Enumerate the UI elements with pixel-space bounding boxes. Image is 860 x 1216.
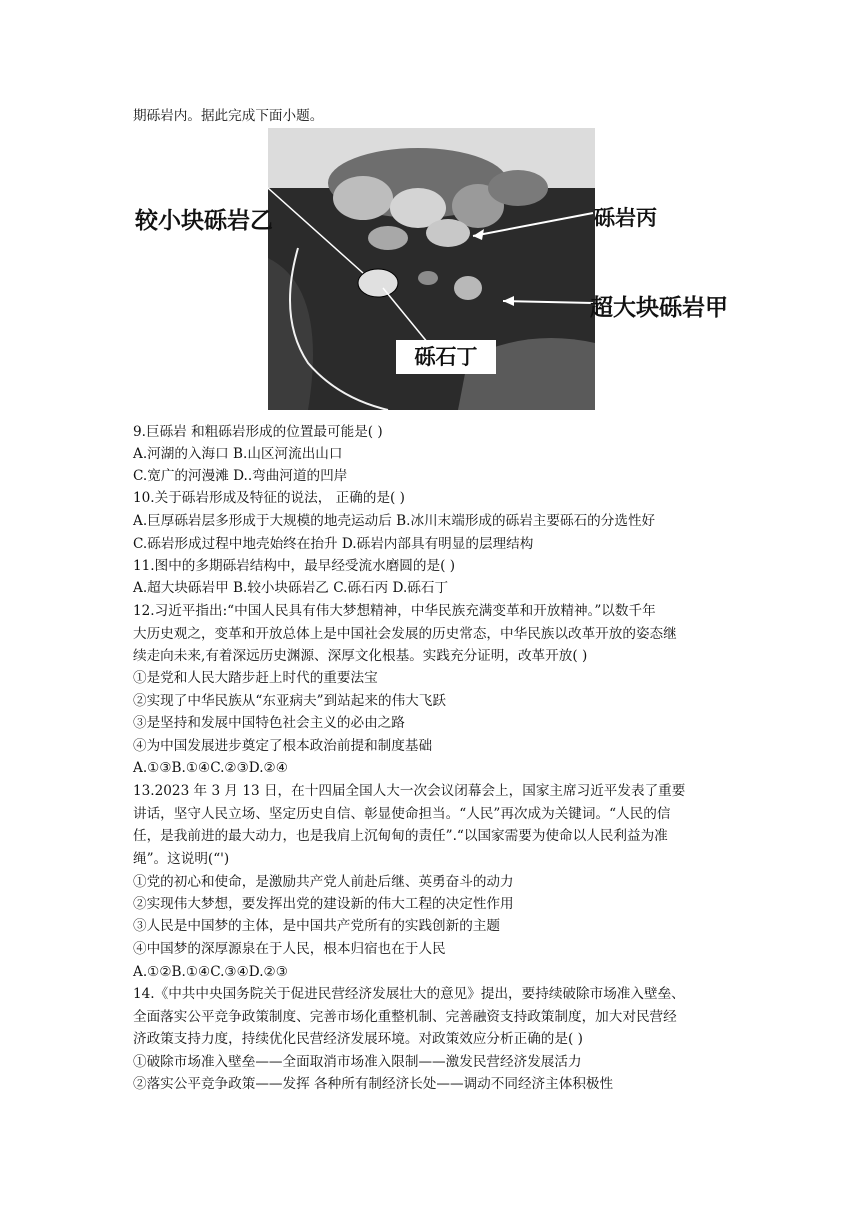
text-line: ③是坚持和发展中国特色社会主义的必由之路 [133,715,405,731]
text-line: ①是党和人民大踏步赶上时代的重要法宝 [133,670,378,686]
text-line: C.宽广的河漫滩 D..弯曲河道的凹岸 [133,468,348,484]
text-line: ①破除市场准入壁垒——全面取消市场准入限制——激发民营经济发展活力 [133,1054,582,1070]
text-line: A.①②B.①④C.③④D.②③ [133,964,288,980]
text-line: 12.习近平指出:“中国人民具有伟大梦想精神，中华民族充满变革和开放精神。”以数千年 [133,603,656,619]
label-gravel-ding: 砾石丁 [396,340,496,374]
text-line: 续走向未来,有着深远历史渊源、深厚文化根基。实践充分证明，改革开放( ) [133,648,588,664]
text-line: 14.《中共中央国务院关于促进民营经济发展壮大的意见》提出，要持续破除市场准入壁垒、 [133,986,685,1002]
text-line: 13.2023 年 3 月 13 日，在十四届全国人大一次会议闭幕会上，国家主席习近平发表了重要 [133,783,686,799]
text-line: ④中国梦的深厚源泉在于人民，根本归宿也在于人民 [133,941,446,957]
label-small-block-conglomerate-yi: 较小块砾岩乙 [135,208,273,234]
text-line: 11.图中的多期砾岩结构中，最早经受流水磨圆的是( ) [133,558,456,574]
label-conglomerate-bing: 砾岩丙 [594,206,657,230]
text-line: C.砾岩形成过程中地壳始终在抬升 D.砾岩内部具有明显的层理结构 [133,536,534,552]
intro-line: 期砾岩内。据此完成下面小题。 [133,108,324,124]
text-line: ②实现伟大梦想，要发挥出党的建设新的伟大工程的决定性作用 [133,896,514,912]
text-line: ③人民是中国梦的主体，是中国共产党所有的实践创新的主题 [133,918,501,934]
text-line: 10.关于砾岩形成及特征的说法， 正确的是( ) [133,490,405,506]
text-line: 任，是我前进的最大动力，也是我肩上沉甸甸的责任”.“以国家需要为使命以人民利益为准 [133,828,668,844]
text-line: 讲话，坚守人民立场、坚定历史自信、彰显使命担当。“人民”再次成为关键词。“人民的信 [133,806,671,822]
text-line: A.河湖的入海口 B.山区河流出山口 [133,446,343,462]
text-line: 绳”。这说明(“') [133,851,230,867]
text-line: ②落实公平竞争政策——发挥 各种所有制经济长处——调动不同经济主体积极性 [133,1076,614,1092]
text-line: A.①③B.①④C.②③D.②④ [133,760,288,776]
text-line: ②实现了中华民族从“东亚病夫”到站起来的伟大飞跃 [133,693,446,709]
text-line: ④为中国发展进步奠定了根本政治前提和制度基础 [133,738,433,754]
text-line: 大历史观之，变革和开放总体上是中国社会发展的历史常态，中华民族以改革开放的姿态继 [133,626,677,642]
label-large-block-conglomerate-jia: 超大块砾岩甲 [590,295,728,321]
text-line: 济政策支持力度，持续优化民营经济发展环境。对政策效应分析正确的是( ) [133,1031,583,1047]
text-line: A.超大块砾岩甲 B.较小块砾岩乙 C.砾石丙 D.砾石丁 [133,580,449,596]
text-line: ①党的初心和使命，是激励共产党人前赴后继、英勇奋斗的动力 [133,874,514,890]
text-line: 全面落实公平竞争政策制度、完善市场化重整机制、完善融资支持政策制度，加大对民营经 [133,1009,677,1025]
text-line: 9.巨砾岩 和粗砾岩形成的位置最可能是( ) [133,424,383,440]
text-line: A.巨厚砾岩层多形成于大规模的地壳运动后 B.冰川末端形成的砾岩主要砾石的分选性好 [133,513,656,529]
